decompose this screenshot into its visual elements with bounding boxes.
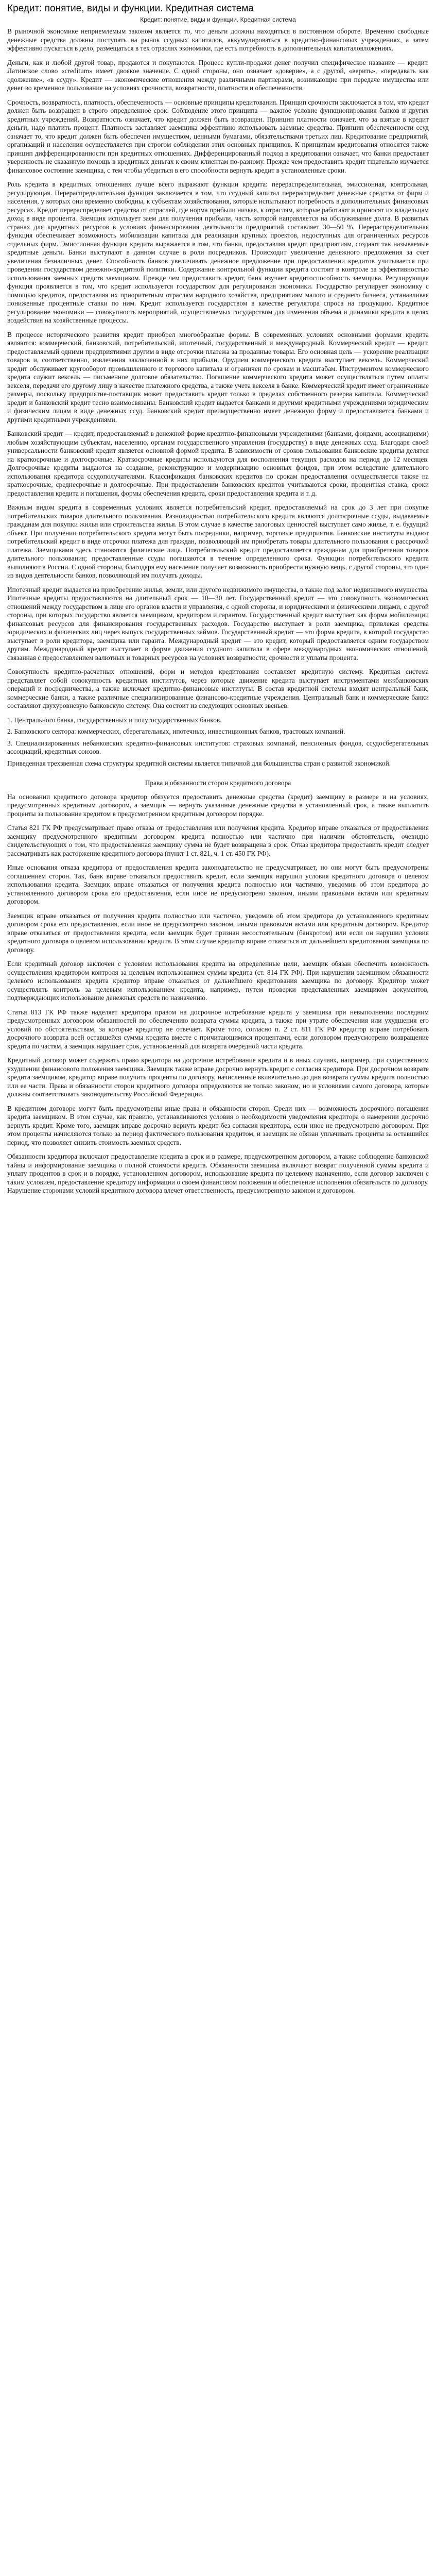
paragraph: Иные основания отказа кредитора от предоставления кредита законодательство не предусматривает, но они могут быть предусмотрены соглашением сторон. Так, банк вправе отказаться предоставить кредит, если заемщик нарушил условия кредитного договора о целевом использовании кредита. Заемщик вправе отказаться от получения кредита полностью или частично, уведомив об этом кредитора до установленного договором срока его предоставления, если иное не предусмотрено законом, иными правовыми актами или кредитным договором.: [7, 863, 429, 905]
paragraph: Ипотечный кредит выдается на приобретение жилья, земли, или другого недвижимого имущества, в также под залог недвижимого имущества. Ипотечные кредиты предоставляются на длительный срок — 10—30 лет. Государственный кредит — это совокупность экономических отношений между государством в лице его органов власти и управления, с одной стороны, и юридическими и физическими лицами, с другой стороны, при которых государство является заемщиком, кредитором и гарантом. Государственный кредит выступает как форма мобилизации финансовых ресурсов для финансирования государственных расходов. Государство выступает в роли заемщика, привлекая средства юридических и физических лиц через выпуск государственных займов. Государственный кредит — это форма кредита, в которой государство выступает в роли кредитора, заемщика или гаранта. Международный кредит — это кредит, который предоставляется одним государством другим. Международный кредит выступает в форме движения ссудного капитала в сфере международных экономических отношений, связанная с предоставлением валютных и товарных ресурсов на условиях возвратности, срочности и уплаты процента.: [7, 585, 429, 662]
paragraph: Важным видом кредита в современных условиях является потребительский кредит, предоставляемый на срок до 3 лет при покупке потребительских товаров длительного пользования. Разновидностью потребительского кредита являются долгосрочные ссуды, выдаваемые гражданам для покупки жилья или строительства жилья. В этом случае в качестве залоговых ценностей выступает само жилье, т. е. будущий объект. При получении потребительского кредита могут быть посредники, например, торговые предприятия. Банковские институты выдают потребительский кредит в виде отсрочки платежа для граждан, позволяющий им приобретать товары длительного пользования с рассрочкой платежа. Заемщиками здесь становятся физические лица. Потребительский кредит предоставляется гражданам для приобретения товаров длительного пользования; предоставленные ссуды погашаются в течение определенного срока. Функции потребительского кредита выполняют в России. С одной стороны, благодаря ему население получает возможность приобрести нужную вещь, с другой стороны, это один из видов деятельности банков, позволяющий им получать доходы.: [7, 503, 429, 579]
list-item: 2. Банковского сектора: коммерческих, сберегательных, ипотечных, инвестиционных банков, трастовых компаний.: [7, 727, 345, 735]
credit-system-list: [7, 716, 429, 756]
paragraph: Совокупность кредитно-расчетных отношений, форм и методов кредитования составляет кредитную систему. Кредитная система представляет собой совокупность кредитных институтов, через которые движение кредита выступает инструментами межбанковских операций и посредничества, а также включает кредитно-финансовые институты. В состав кредитной системы входят центральный банк, коммерческие банки, а также различные специализированные финансово-кредитные учреждения. Центральный банк и коммерческие банки составляют двухуровневую банковскую систему. Она состоит из следующих основных звеньев:: [7, 668, 429, 709]
paragraph: В кредитном договоре могут быть предусмотрены иные права и обязанности сторон. Среди них — возможность досрочного погашения кредита заемщиком. В этом случае, как правило, устанавливаются условия о необходимости уведомления кредитора о намерении досрочно вернуть кредит. Кроме того, заемщик вправе досрочно вернуть кредит без согласия кредитора, если иное не предусмотрено договором. При этом проценты начисляются только за период фактического пользования кредитом, и заемщик не обязан уплачивать проценты за оставшийся период, что позволяет снизить стоимость заемных средств.: [7, 1104, 429, 1146]
paragraph: Статья 821 ГК РФ предусматривает право отказа от предоставления или получения кредита. Кредитор вправе отказаться от предоставления заемщику предусмотренного кредитным договором кредита полностью или частично при наличии обстоятельств, очевидно свидетельствующих о том, что предоставленная заемщику сумма не будет возвращена в срок. Отказ кредитора предоставить кредит следует рассматривать как расторжение кредитного договора (пункт 1 ст. 821, ч. 1 ст. 450 ГК РФ).: [7, 824, 429, 857]
breadcrumb: Кредит: понятие, виды и функции. Кредитная система: [140, 16, 296, 23]
paragraph: В рыночной экономике неприемлемым законом является то, что деньги должны находиться в постоянном обороте. Временно свободные денежные средства должны поступать на рынок ссудных капиталов, аккумулироваться в кредитно-финансовых учреждениях, а затем эффективно пускаться в дело, размещаться в тех отраслях экономики, где есть потребность в дополнительных капиталовложениях.: [7, 27, 429, 52]
list-item: 1. Центрального банка, государственных и полугосударственных банков.: [7, 716, 222, 724]
paragraph: Статья 813 ГК РФ также наделяет кредитора правом на досрочное истребование кредита у заемщика при невыполнении последним предусмотренных договором обязанностей по обеспечению возврата суммы кредита, а также при утрате обеспечения или ухудшения его условий по обстоятельствам, за которые кредитор не отвечает. Кроме того, согласно п. 2 ст. 811 ГК РФ кредитор вправе потребовать досрочного возврата всей оставшейся суммы кредита вместе с причитающимися процентами, если договором предусмотрено возвращение кредита по частям, а заемщик нарушает срок, установленный для возврата очередной части кредита.: [7, 1008, 429, 1050]
document: [0, 0, 436, 1195]
paragraph: Срочность, возвратность, платность, обеспеченность — основные принципы кредитования. Принцип срочности заключается в том, что кредит должен быть возвращен в строго определенное срок. Соблюдение этого принципа — важное условие функционирования банков и других кредитных учреждений. Возвратность означает, что кредит должен быть возвращен. Принцип платности означает, что за взятые в кредит деньги, надо платить процент. Платность заставляет заемщика эффективно использовать заемные средства. Принцип обеспеченности ссуд означает то, что кредит должен быть обеспечен имуществом, ценными бумагами, обязательствами третьих лиц. Кредитование предприятий, организаций и населения осуществляется при строгом соблюдении этих основных принципов. К принципам кредитования относятся также принцип дифференцированности при кредитных отношениях. Дифференцированный подход в кредитовании означает, что банки предоставят уверенность не сказанную помощь в кредитных деньгах к своим клиентам по-разному. Прежде чем предоставить кредит тщательно изучается финансовое состояние заемщика, с тем чтобы убедиться в его способности вернуть кредит в установленные сроки.: [7, 98, 429, 174]
paragraph: Роль кредита в кредитных отношениях лучше всего выражают функции кредита: перераспределительная, эмиссионная, контрольная, регулирующая. Перераспределительная функция заключается в том, что ссудный капитал перераспределяет денежные средства от фирм и населения, у которых они временно свободны, к субъектам хозяйствования, которые испытывают потребность в дополнительных финансовых ресурсах. Кредит перераспределяет средства от отраслей, где норма прибыли низкая, к отраслям, которые работают и приносят их владельцам доход в виде процента. Заемщик использует заем для получения прибыли, часть которой направляется на обслуживание долга. В развитых странах для кредитных ресурсов в условиях финансирования деятельности предприятий составляет 30—50 %. Перераспределительная функция обеспечивает возможность мобилизации капитала для реализации крупных проектов, недоступных для ограниченных ресурсов отдельных фирм. Эмиссионная функция кредита выражается в том, что банки, предоставляя кредит предприятиям, создают так называемые кредитные деньги. Банки выступают в данном случае в роли посредников. Происходит увеличение денежного предложения за счет увеличения безналичных денег. Способность банков увеличивать денежное предложение при предоставлении кредитов учитывается при проведении государством денежно-кредитной политики. Содержание контрольной функции кредита состоит в контроле за эффективностью использования заемных средств заемщиком. Прежде чем предоставить кредит, банк изучает кредитоспособность заемщика. Регулирующая функция проявляется в том, что кредит используется государством для регулирования экономики. Государство регулирует экономику с помощью кредитов, предоставляя их приоритетным отраслям народного хозяйства, предприятиям малого и среднего бизнеса, устанавливая пониженные процентные ставки по ним. Кредит используется государством в качестве регулятора спроса на продукцию. Кредитное регулирование экономики — совокупность мероприятий, осуществляемых государством для изменения объема и динамики кредита в целях воздействия на хозяйственные процессы.: [7, 180, 429, 324]
paragraph: В процессе исторического развития кредит приобрел многообразные формы. В современных условиях основными формами кредита являются: коммерческий, банковский, потребительский, ипотечный, государственный и международный. Коммерческий кредит — кредит, предоставляемый одними предприятиями другим в виде отсрочки платежа за проданные товары. Его основная цель — ускорение реализации товаров и, соответственно, извлечения заключенной в них прибыли. Орудием коммерческого кредита выступает вексель. Коммерческий кредит обслуживает кругооборот промышленного и торгового капитала и ограничен по срокам и масштабам. Инструментом коммерческого кредита служит вексель — письменное долговое обязательство. Погашение коммерческого кредита может осуществляться путем оплаты векселя, передачи его другому лицу в качестве платежного средства, а также учета векселя в банке. Коммерческий кредит имеет ограниченные размеры, поскольку предприятие-поставщик может предоставить кредит только в пределах собственного резерва капитала. Коммерческий кредит и банковский кредит тесно взаимосвязаны. Банковский кредит выдается банками и другими кредитными учреждениями юридическим и физическим лицам в виде денежных ссуд. Банковский кредит преимущественно имеет денежную форму и предоставляется банками и другими кредитными учреждениями.: [7, 330, 429, 423]
paragraph: Деньги, как и любой другой товар, продаются и покупаются. Процесс купли-продажи денег получил специфическое название — кредит. Латинское слово «creditum» имеет двоякое значение. С одной стороны, оно означает «доверие», а с другой, «верить», «передавать как одолжение», «в ссуду». Кредит — экономические отношения между различными партнерами, возникающие при передаче имущества или денег во временное пользование на условиях срочности, возвратности, платности и обеспеченности.: [7, 58, 429, 92]
paragraph: Банковский кредит — кредит, предоставляемый в денежной форме кредитно-финансовыми учреждениями (банками, фондами, ассоциациями) любым хозяйствующим субъектам, населению, органам государственного управления (государству) в виде денежных ссуд. Благодаря своей универсальности банковский кредит является основной формой кредита. В зависимости от сроков пользования банковские кредиты делятся на краткосрочные и долгосрочные. Краткосрочные кредиты используются для восполнения текущих расходов на период до 12 месяцев. Долгосрочные кредиты выдаются на создание, реконструкцию и модернизацию основных фондов, при этом вследствие длительного использования кредитора ссудополучателями. Классификация банковских кредитов по срокам предоставления осуществляется также на краткосрочные, среднесрочные и долгосрочные. При предоставлении банковских кредитов учитываются сроки, процентная ставка, сроки предоставления кредита и погашения, формы обеспечения кредита, сроки предоставления кредита и т. д.: [7, 430, 429, 497]
section-title: Права и обязанности сторон кредитного договора: [145, 779, 291, 787]
paragraph: Кредитный договор может содержать право кредитора на досрочное истребование кредита и в иных случаях, например, при существенном ухудшении финансового положения заемщика. Заемщик также вправе досрочно вернуть кредит с согласия кредитора. При досрочном возврате кредита заемщиком, кредитор вправе получить проценты по договору, начисленные включительно до дня возврата суммы кредита полностью или ее части. Права и обязанности сторон кредитного договора определяются не только законом, но и условиями самого договора, которые должны соответствовать законодательству Российской Федерации.: [7, 1056, 429, 1098]
list-item: 3. Специализированных небанковских кредитно-финансовых институтов: страховых компаний, пенсионных фондов, ссудосберегательных ассоциаций, кредитных союзов.: [7, 739, 429, 755]
page-title: Кредит: понятие, виды и функции. Кредитная система: [7, 3, 254, 14]
paragraph: Приведенная трехзвенная схема структуры кредитной системы является типичной для большинства стран с развитой экономикой.: [7, 759, 391, 767]
paragraph: Если кредитный договор заключен с условием использования кредита на определенные цели, заемщик обязан обеспечить возможность осуществления кредитором контроля за целевым использованием суммы кредита (ст. 814 ГК РФ). При нарушении заемщиком обязанности целевого использования кредита кредитор вправе отказаться от дальнейшего кредитования заемщика по договору. Кредитор может осуществлять контроль за целевым использованием кредита, например, путем проверки представленных заемщиком документов, подтверждающих использование денежных средств по назначению.: [7, 960, 429, 1002]
paragraph: Заемщик вправе отказаться от получения кредита полностью или частично, уведомив об этом кредитора до установленного кредитным договором срока его предоставления, если иное не предусмотрено законом, иными правовыми актами или кредитным договором. Кредитор вправе отказаться от предоставления кредита, если заемщик будет признан несостоятельным (банкротом) или если он нарушил условия кредитного договора о целевом использовании кредита. В этом случае кредитор вправе отказаться от дальнейшего кредитования заемщика по договору.: [7, 911, 429, 954]
paragraph: На основании кредитного договора кредитор обязуется предоставить денежные средства (кредит) заемщику в размере и на условиях, предусмотренных кредитным договором, а заемщик — вернуть указанные денежные средства в установленный срок, а также выплатить проценты за пользование кредитом в предусмотренном кредитным договором порядке.: [7, 792, 429, 818]
paragraph: Обязанности кредитора включают предоставление кредита в срок и в размере, предусмотренном договором, а также соблюдение банковской тайны и информирование заемщика о полной стоимости кредита. Обязанности заемщика включают возврат полученной суммы кредита и уплату процентов в срок и в порядке, установленном договором, использование кредита по целевому назначению, если договор заключен с таким условием, предоставление кредитору информации о своем финансовом положении и обеспечение исполнения обязательств по договору. Нарушение сторонами условий кредитного договора влечет ответственность, предусмотренную законом и договором.: [7, 1153, 429, 1194]
